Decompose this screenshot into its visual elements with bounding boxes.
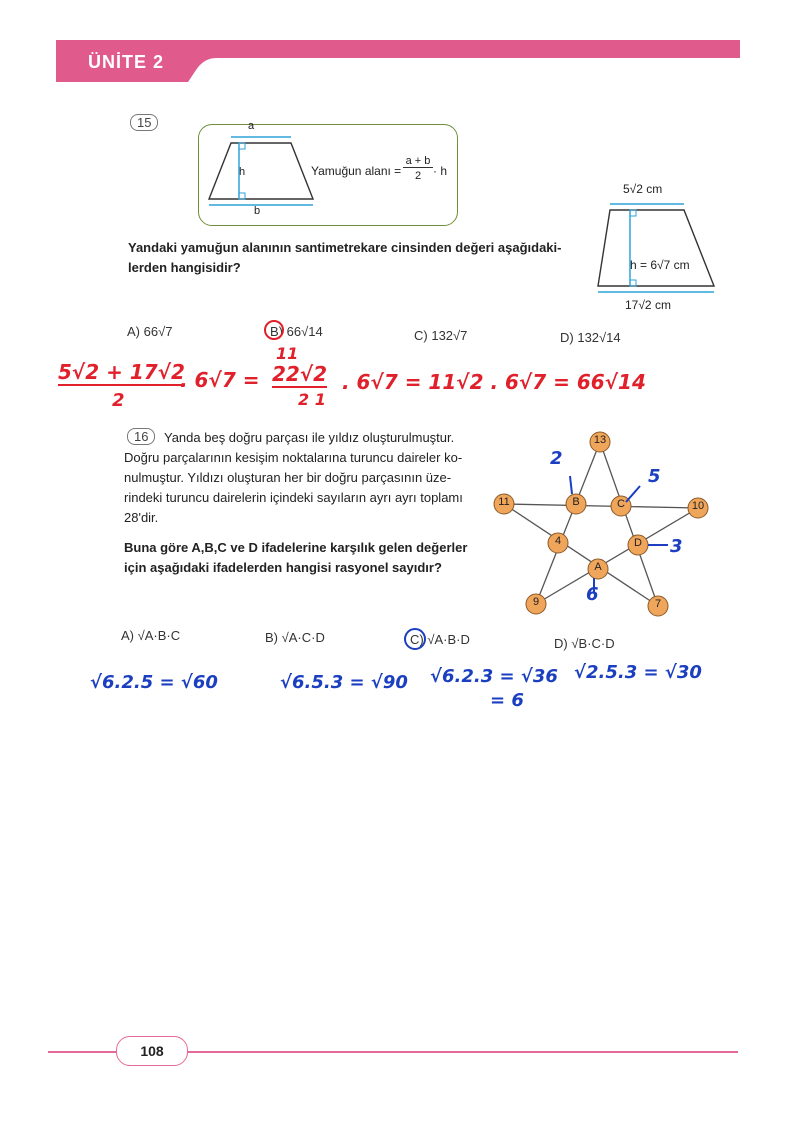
label-b: b <box>254 205 261 217</box>
trapezoid-bottom-label: 17√2 cm <box>625 298 671 312</box>
formula-frac-tail: · h <box>433 164 448 178</box>
q16-prompt-line2: için aşağıdaki ifadelerden hangisi rasyonel sayıdır? <box>124 560 442 575</box>
formula-box <box>198 120 458 226</box>
star-label-left: 11 <box>498 496 510 508</box>
q16-text-line4: rindeki turuncu dairelerin içindeki sayıların ayrı ayrı toplamı <box>124 490 463 505</box>
q16-text-line1: Yanda beş doğru parçası ile yıldız oluşturulmuştur. <box>164 430 455 445</box>
q16-option-a: A) √A·B·C <box>121 628 181 643</box>
q15-prompt-line1: Yandaki yamuğun alanının santimetrekare cinsinden değeri aşağıdaki- <box>128 240 562 255</box>
q15-option-c: C) 132√7 <box>414 328 468 343</box>
formula-text: Yamuğun alanı = <box>311 164 402 178</box>
hw-q16-c-result: = 6 <box>490 690 524 711</box>
hw-q16-d: √2.5.3 = √30 <box>574 662 702 683</box>
formula-frac-num: a + b <box>403 155 433 168</box>
star-label-a: A <box>594 561 602 573</box>
hw-q16-b: √6.5.3 = √90 <box>280 672 408 693</box>
trapezoid-height-label: h = 6√7 cm <box>630 258 690 272</box>
q15-option-d: D) 132√14 <box>560 330 621 345</box>
star-figure <box>490 428 720 628</box>
hw-q15-frac-num: 5√2 + 17√2 <box>58 360 185 384</box>
hw-q16-a: √6.2.5 = √60 <box>90 672 218 693</box>
answer-circle-mark <box>264 320 284 340</box>
star-label-d: D <box>634 537 642 549</box>
q16-option-d: D) √B·C·D <box>554 636 615 651</box>
q16-option-c: C) √A·B·D <box>410 632 470 647</box>
hw-star-a: 6 <box>586 584 599 605</box>
hw-q15-cancel-num: 22√2 <box>272 362 328 386</box>
star-label-b: B <box>572 496 580 508</box>
q16-text-line3: nulmuştur. Yıldızı oluşturan her bir doğru parçasının üze- <box>124 470 452 485</box>
hw-q15-cancel-den: 2 1 <box>298 390 326 409</box>
unit-label: ÜNİTE 2 <box>88 52 165 72</box>
answer-circle-mark-blue <box>404 628 426 650</box>
hw-star-b: 2 <box>550 448 563 469</box>
q16-text-line5: 28'dir. <box>124 510 159 525</box>
formula-frac-den: 2 <box>414 170 422 182</box>
star-label-top: 13 <box>593 434 607 446</box>
q16-option-b: B) √A·C·D <box>265 630 325 645</box>
page-number: 108 <box>116 1036 188 1066</box>
hw-star-c: 5 <box>648 466 661 487</box>
hw-q15-cancel-top: 11 <box>276 344 299 363</box>
q15-option-b: B) 66√14 <box>270 324 323 339</box>
star-label-4: 4 <box>554 535 562 547</box>
q16-text-line2: Doğru parçalarının kesişim noktalarına turuncu daireler ko- <box>124 450 463 465</box>
label-a: a <box>248 120 255 132</box>
star-label-right: 10 <box>691 500 705 512</box>
star-label-7: 7 <box>654 598 662 610</box>
question-number-16: 16 <box>127 428 155 445</box>
star-label-9: 9 <box>532 596 540 608</box>
hw-q15-rest: . 6√7 = 11√2 . 6√7 = 66√14 <box>342 370 646 394</box>
trapezoid-figure <box>596 198 726 298</box>
q16-prompt-line1: Buna göre A,B,C ve D ifadelerine karşılık gelen değerler <box>124 540 468 555</box>
question-number-15: 15 <box>130 114 158 131</box>
trapezoid-top-label: 5√2 cm <box>623 182 663 196</box>
hw-q16-c: √6.2.3 = √36 <box>430 666 558 687</box>
star-label-c: C <box>617 498 625 510</box>
q15-option-a: A) 66√7 <box>127 324 173 339</box>
q15-prompt-line2: lerden hangisidir? <box>128 260 241 275</box>
label-h: h <box>239 166 246 178</box>
hw-q15-mult: . 6√7 = <box>180 368 260 392</box>
hw-star-d: 3 <box>670 536 683 557</box>
hw-q15-frac-den: 2 <box>112 390 125 411</box>
